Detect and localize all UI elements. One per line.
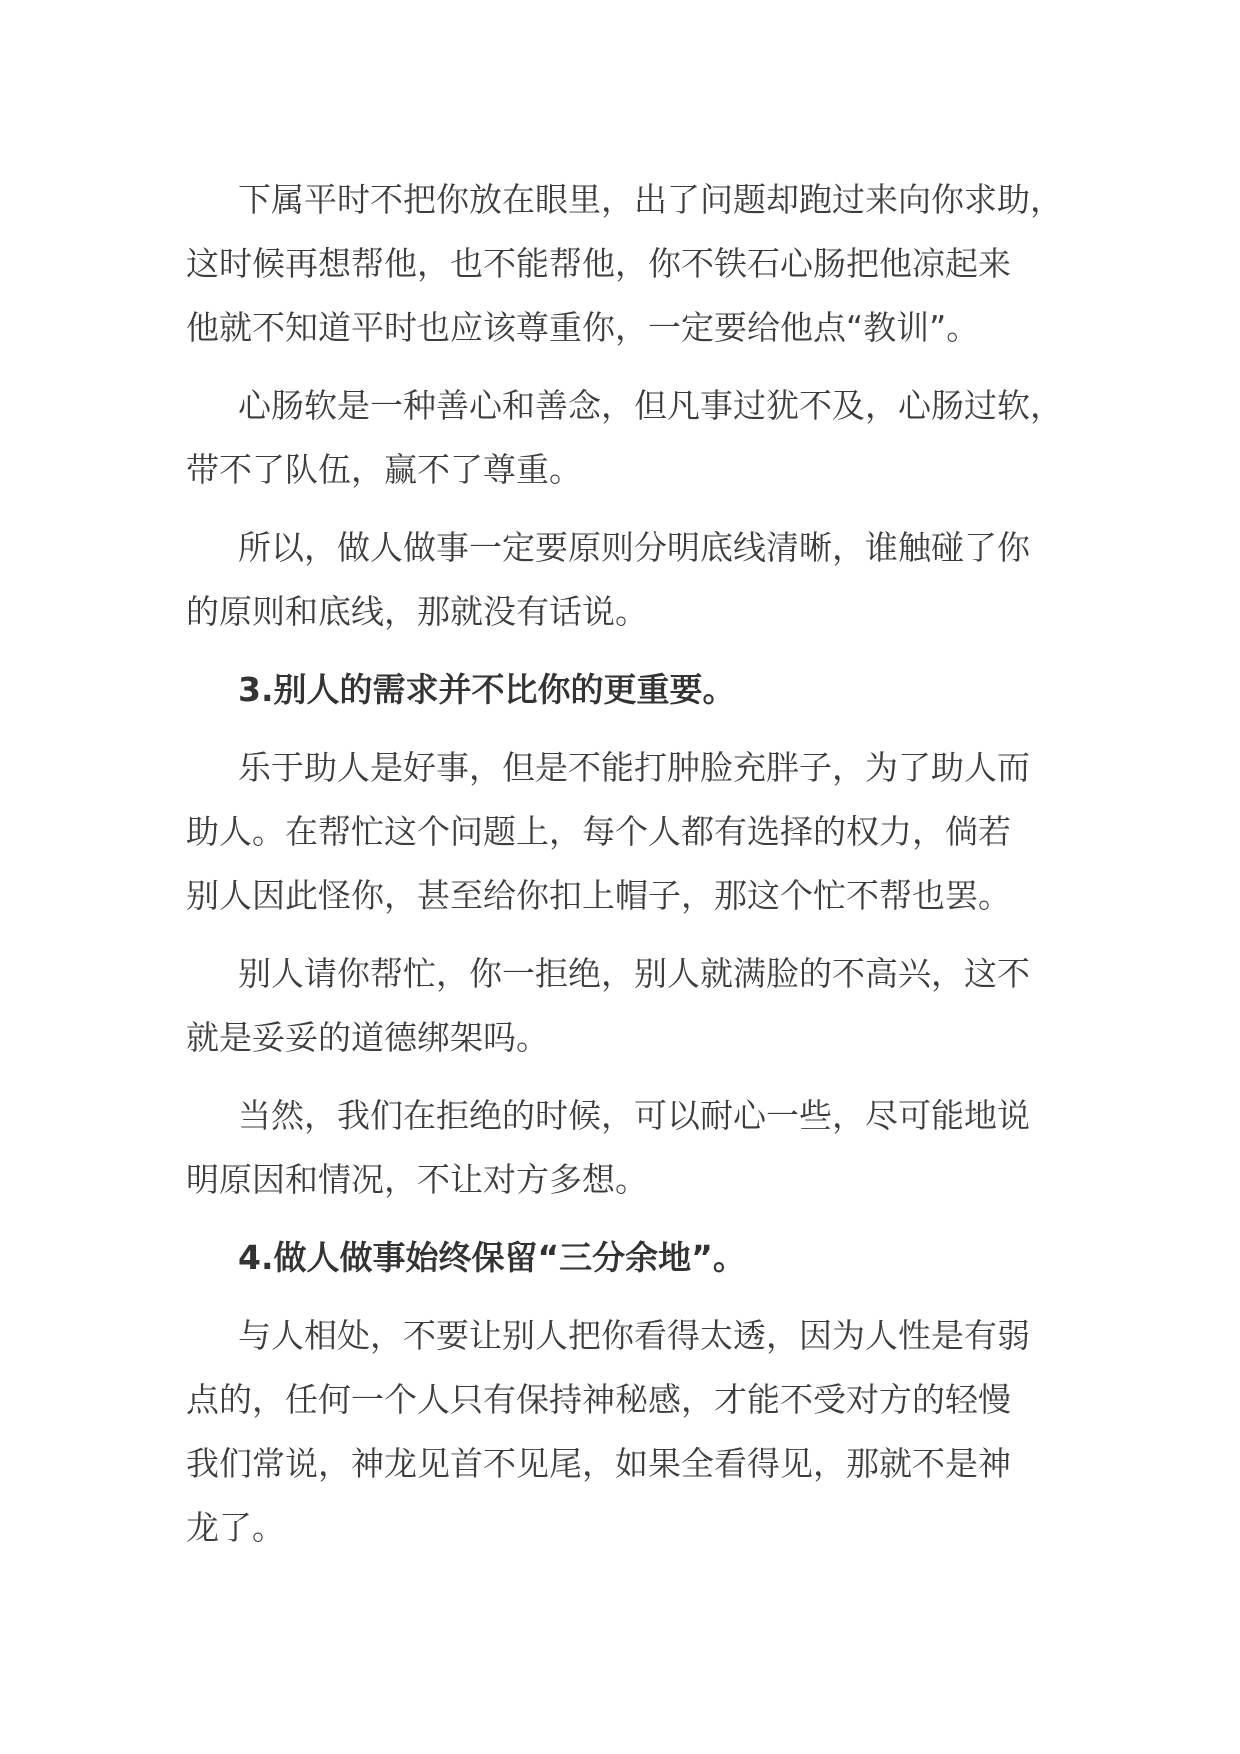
section-heading: [186, 658, 1086, 722]
paragraph: [186, 168, 1086, 360]
paragraph: [186, 1084, 1086, 1212]
paragraph-line: 别人因此怪你，甚至给你扣上帽子，那这个忙不帮也罢。: [186, 876, 1011, 915]
paragraph-line: 当然，我们在拒绝的时候，可以耐心一些，尽可能地说: [238, 1096, 1030, 1135]
paragraph-line: 点的，任何一个人只有保持神秘感，才能不受对方的轻慢: [186, 1380, 1011, 1419]
paragraph-line: 别人请你帮忙，你一拒绝，别人就满脸的不高兴，这不: [238, 954, 1030, 993]
paragraph-line: 明原因和情况，不让对方多想。: [186, 1160, 648, 1199]
paragraph: [186, 1304, 1086, 1560]
paragraph: [186, 374, 1086, 502]
paragraph-line: 心肠软是一种善心和善念，但凡事过犹不及，心肠过软，: [238, 386, 1063, 425]
paragraph: [186, 736, 1086, 928]
paragraph-line: 这时候再想帮他，也不能帮他，你不铁石心肠把他凉起来: [186, 244, 1011, 283]
paragraph-line: 与人相处，不要让别人把你看得太透，因为人性是有弱: [238, 1316, 1030, 1355]
paragraph-line: 乐于助人是好事，但是不能打肿脸充胖子，为了助人而: [238, 748, 1030, 787]
paragraph-line: 助人。在帮忙这个问题上，每个人都有选择的权力，倘若: [186, 812, 1011, 851]
paragraph-line: 所以，做人做事一定要原则分明底线清晰，谁触碰了你: [238, 528, 1030, 567]
paragraph-line: 带不了队伍，赢不了尊重。: [186, 450, 582, 489]
paragraph: [186, 516, 1086, 644]
paragraph-line: 的原则和底线，那就没有话说。: [186, 592, 648, 631]
paragraph-line: 下属平时不把你放在眼里，出了问题却跑过来向你求助，: [238, 180, 1063, 219]
paragraph-line: 他就不知道平时也应该尊重你，一定要给他点“教训”。: [186, 308, 980, 347]
heading-text: 3.别人的需求并不比你的更重要。: [238, 670, 736, 709]
section-heading: [186, 1226, 1086, 1290]
paragraph-line: 龙了。: [186, 1508, 285, 1547]
paragraph-line: 我们常说，神龙见首不见尾，如果全看得见，那就不是神: [186, 1444, 1011, 1483]
paragraph-line: 就是妥妥的道德绑架吗。: [186, 1018, 549, 1057]
heading-text: 4.做人做事始终保留“三分余地”。: [238, 1238, 746, 1277]
document-body: [186, 168, 1086, 1560]
paragraph: [186, 942, 1086, 1070]
